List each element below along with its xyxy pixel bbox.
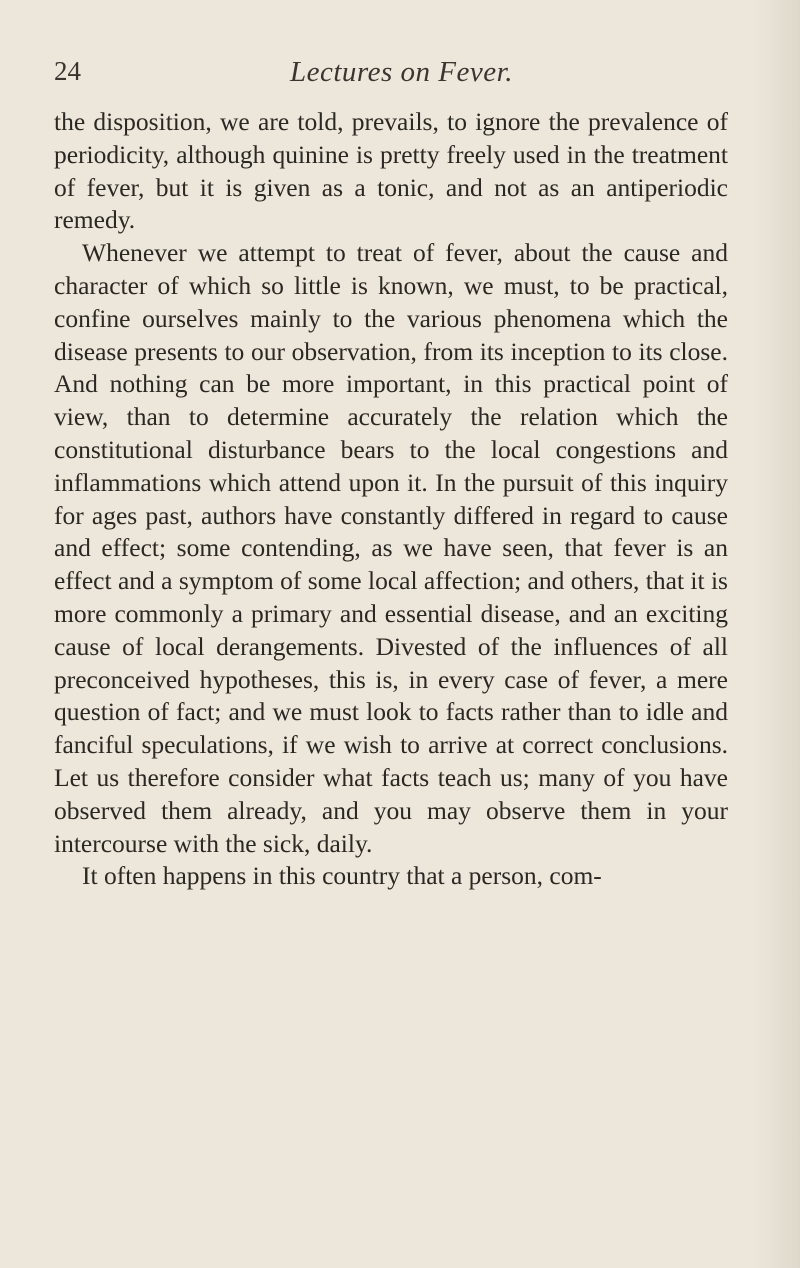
- page-edge-shadow: [754, 0, 800, 1268]
- paragraph-continued: the disposition, we are told, prevails, to ignore the prevalence of periodicity, although quinine is pretty freely used in the treatment of fever, but it is given as a tonic, and not as an antiperiodic remedy.: [54, 107, 728, 235]
- paragraph: Whenever we attempt to treat of fever, about the cause and character of which so little is known, we must, to be practical, confine ourselves mainly to the various phenomena which the disease presents to our observation, from its inception to its close. And nothing can be more important, in this practical point of view, than to determine accurately the relation which the constitutional disturbance bears to the local congestions and inflammations which attend upon it. In the pursuit of this inquiry for ages past, authors have constantly differed in regard to cause and effect; some contending, as we have seen, that fever is an effect and a symptom of some local affection; and others, that it is more commonly a primary and essential disease, and an exciting cause of local derangements. Divested of the influences of all preconceived hypotheses, this is, in every case of fever, a mere question of fact; and we must look to facts rather than to idle and fanciful speculations, if we wish to arrive at correct conclusions. Let us therefore consider what facts teach us; many of you have observed them already, and you may observe them in your intercourse with the sick, daily.: [54, 238, 728, 858]
- page-number: 24: [54, 56, 81, 86]
- paragraph: It often happens in this country that a person, com-: [82, 861, 602, 891]
- body-text: [54, 106, 728, 893]
- page-header: [0, 56, 800, 96]
- running-title: Lectures on Fever.: [290, 56, 513, 88]
